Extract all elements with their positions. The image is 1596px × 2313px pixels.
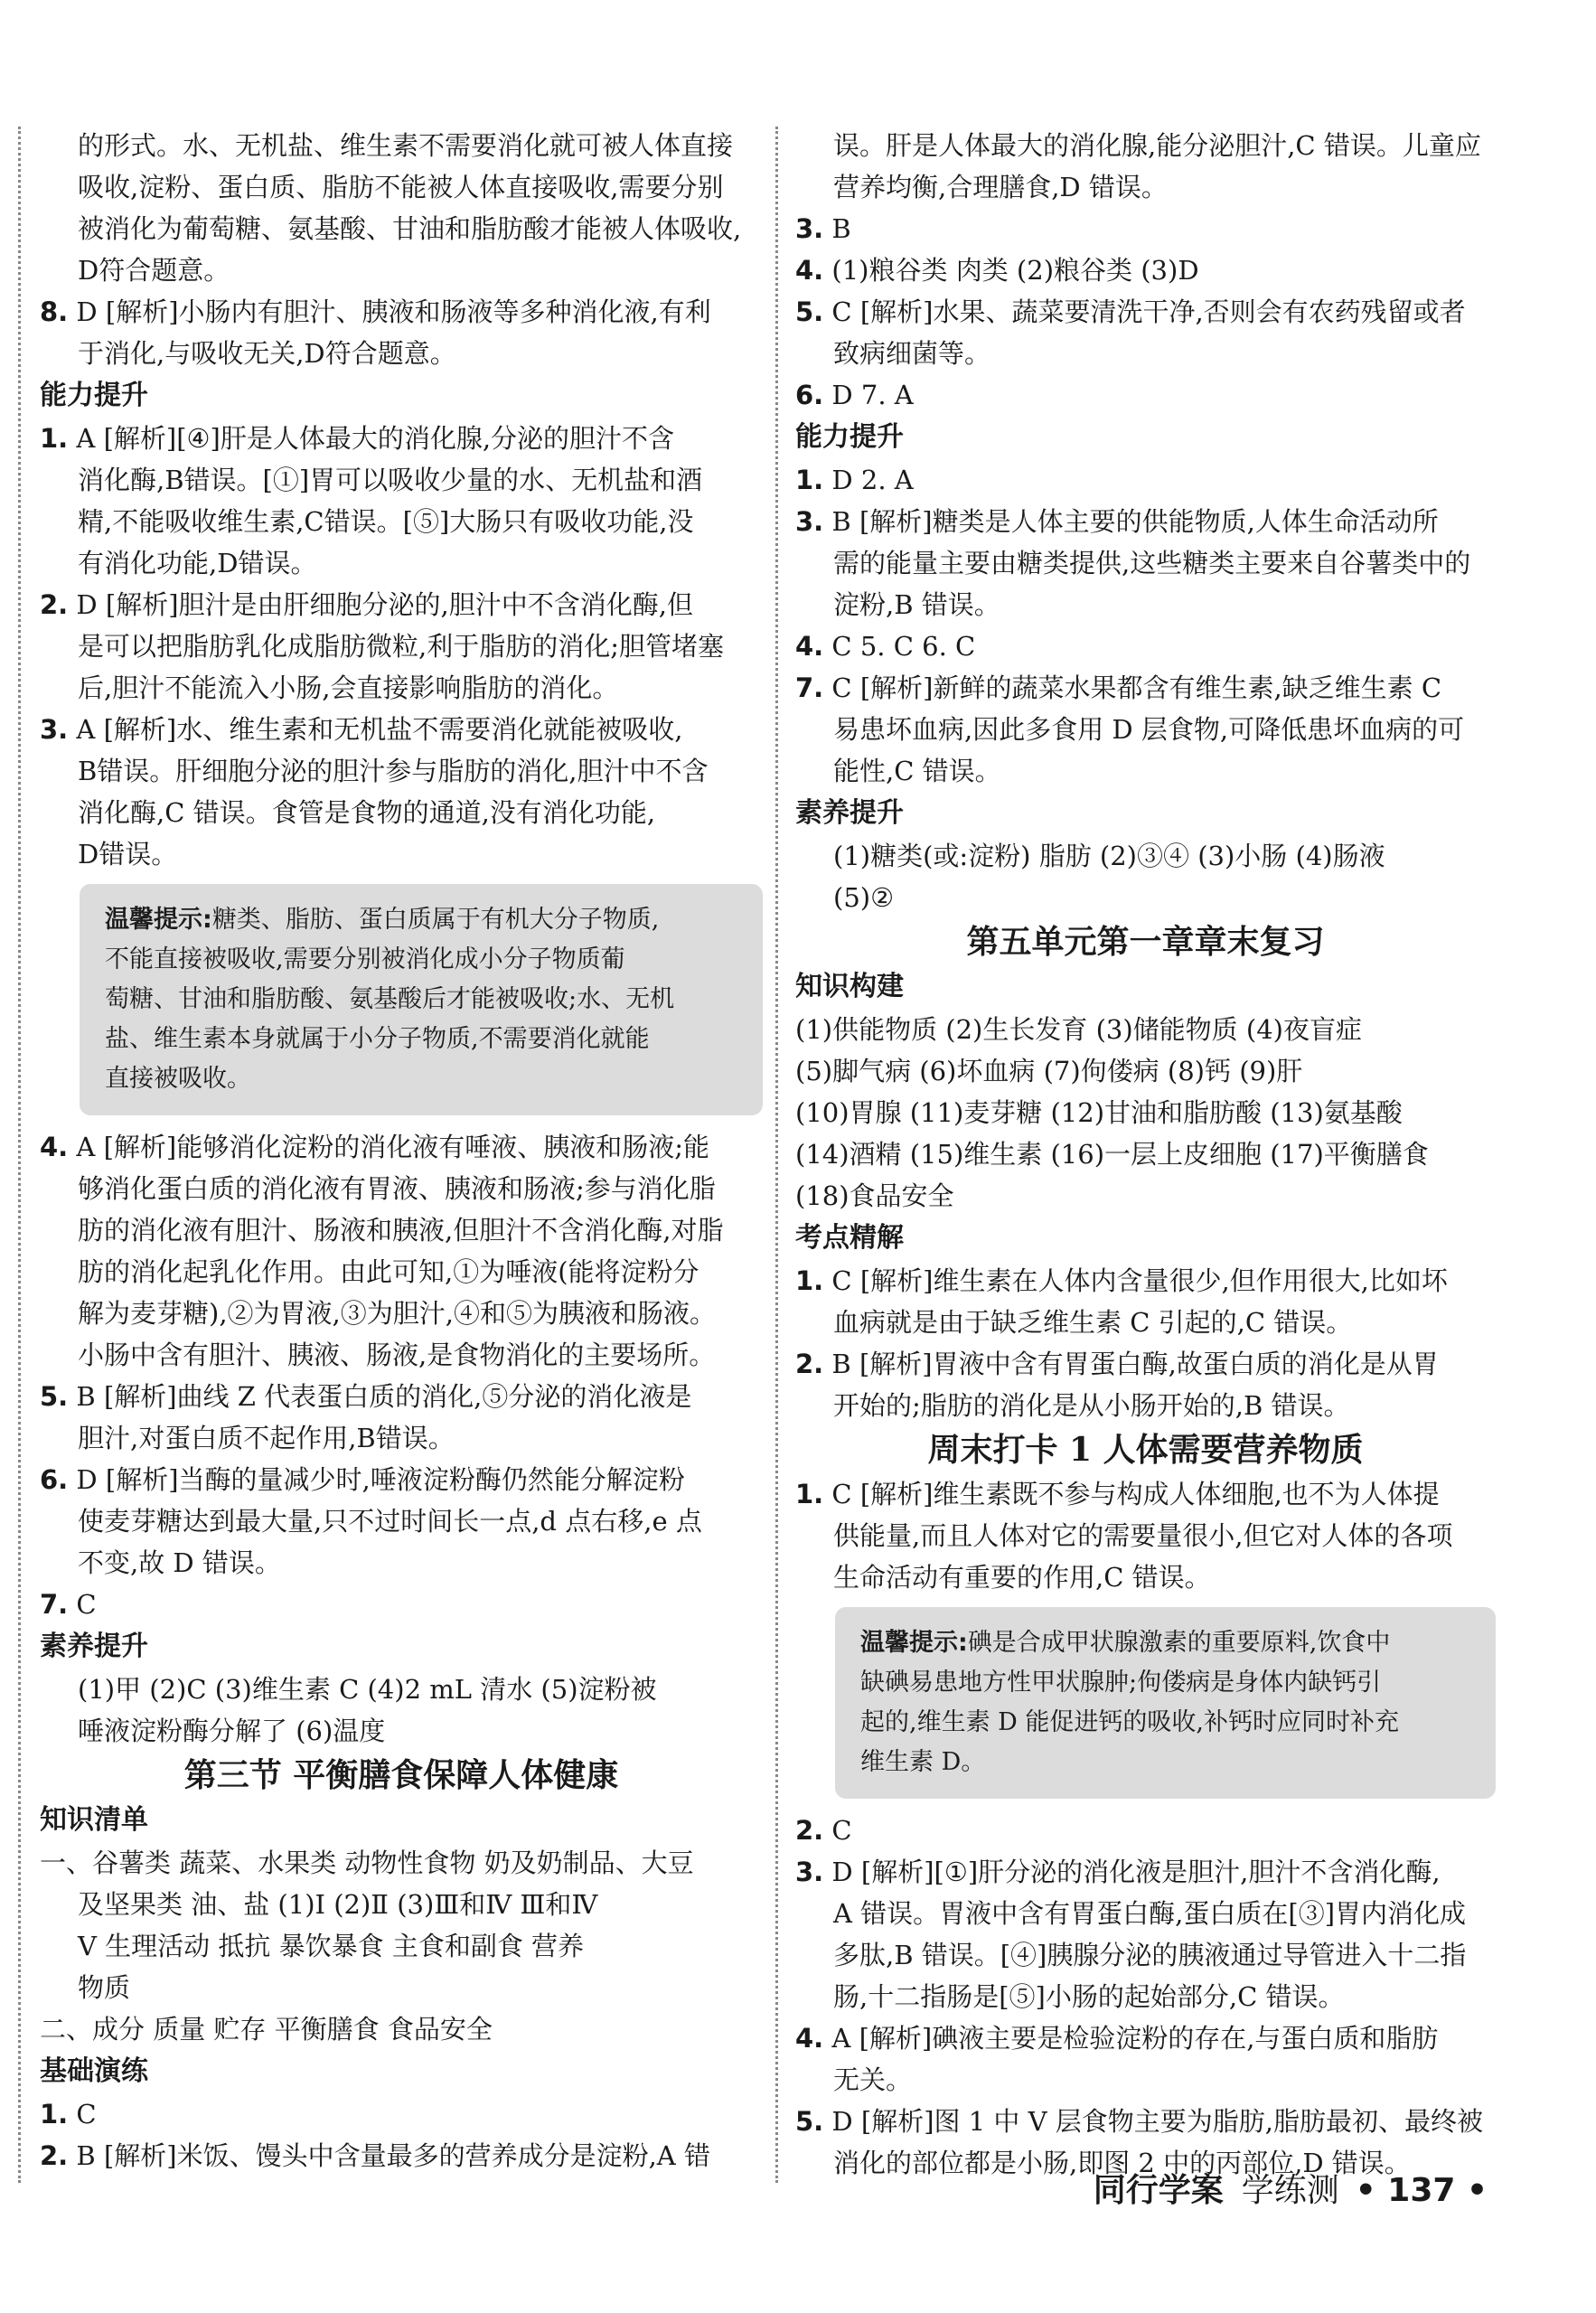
section-heading: 知识清单: [40, 1804, 148, 1836]
text-line: 胆汁,对蛋白质不起作用,B错误。: [78, 1423, 455, 1453]
text-line: 吸收,淀粉、蛋白质、脂肪不能被人体直接吸收,需要分别: [78, 172, 724, 202]
text-line: D符合题意。: [78, 255, 230, 286]
item-number: 8.: [40, 296, 69, 327]
text-line: 消化酶,C 错误。食管是食物的通道,没有消化功能,: [78, 797, 656, 828]
text-line: B: [831, 213, 851, 244]
text-line: (14)酒精 (15)维生素 (16)一层上皮细胞 (17)平衡膳食: [795, 1139, 1429, 1170]
answer-item: [795, 501, 1496, 542]
answer-item: [795, 667, 1496, 709]
text-line: 及坚果类 油、盐 (1)Ⅰ (2)Ⅱ (3)Ⅲ和Ⅳ Ⅲ和Ⅳ: [78, 1889, 598, 1920]
text-line: A [解析]碘液主要是检验淀粉的存在,与蛋白质和脂肪: [831, 2023, 1439, 2054]
answer-item: [795, 2017, 1496, 2059]
item-number: 1.: [795, 465, 824, 495]
text-line: 肪的消化起乳化作用。由此可知,①为唾液(能将淀粉分: [78, 1256, 699, 1287]
section-heading: 考点精解: [795, 1222, 904, 1254]
answer-item: [795, 459, 1496, 501]
answer-item: [795, 291, 1496, 333]
item-number: 7.: [40, 1589, 69, 1620]
item-number: 6.: [40, 1464, 69, 1495]
text-line: A [解析]水、维生素和无机盐不需要消化就能被吸收,: [76, 714, 683, 745]
text-line: 一、谷薯类 蔬菜、水果类 动物性食物 奶及奶制品、大豆: [40, 1848, 694, 1878]
page-footer: [1094, 2165, 1488, 2211]
answer-item: [795, 1343, 1496, 1385]
tip-line: [105, 900, 737, 940]
right-column: [795, 125, 1496, 2184]
tip-box: [835, 1607, 1496, 1799]
item-number: 4.: [795, 2023, 824, 2054]
item-number: 4.: [40, 1132, 69, 1162]
tip-line: 萄糖、甘油和脂肪酸、氨基酸后才能被吸收;水、无机: [105, 985, 675, 1013]
text-line: 精,不能吸收维生素,C错误。[⑤]大肠只有吸收功能,没: [78, 506, 694, 537]
section-heading: 能力提升: [795, 421, 904, 453]
text-line: (1)粮谷类 肉类 (2)粮谷类 (3)D: [831, 255, 1199, 286]
item-number: 2.: [40, 589, 69, 620]
text-line: (1)甲 (2)C (3)维生素 C (4)2 mL 清水 (5)淀粉被: [78, 1674, 657, 1705]
tip-line: [860, 1623, 1470, 1663]
tip-line: 不能直接被吸收,需要分别被消化成小分子物质葡: [105, 945, 625, 973]
text-line: 消化酶,B错误。[①]胃可以吸收少量的水、无机盐和酒: [78, 465, 703, 495]
text-line: C 5. C 6. C: [831, 631, 976, 662]
answer-item: [795, 249, 1496, 291]
text-line: (5)②: [833, 882, 895, 913]
answer-item: [795, 1810, 1496, 1851]
text-line: 淀粉,B 错误。: [833, 589, 1000, 620]
text-line: D 2. A: [831, 465, 914, 495]
answer-item: [40, 2135, 763, 2177]
text-line: C: [76, 1589, 97, 1620]
tip-text: 碘是合成甲状腺激素的重要原料,饮食中: [967, 1629, 1391, 1657]
tip-line: 直接被吸收。: [105, 1065, 251, 1093]
text-line: 解为麦芽糖),②为胃液,③为胆汁,④和⑤为胰液和肠液。: [78, 1298, 716, 1329]
text-line: 肪的消化液有胆汁、肠液和胰液,但胆汁不含消化酶,对脂: [78, 1215, 724, 1246]
tip-label: 温馨提示:: [105, 906, 212, 934]
text-line: 血病就是由于缺乏维生素 C 引起的,C 错误。: [833, 1307, 1353, 1338]
text-line: 被消化为葡萄糖、氨基酸、甘油和脂肪酸才能被人体吸收,: [78, 213, 742, 244]
item-number: 1.: [40, 2099, 69, 2130]
tip-line: 起的,维生素 D 能促进钙的吸收,补钙时应同时补充: [860, 1708, 1399, 1736]
text-line: B [解析]糖类是人体主要的供能物质,人体生命活动所: [831, 506, 1439, 537]
item-number: 5.: [795, 2106, 824, 2137]
text-line: D [解析]当酶的量减少时,唾液淀粉酶仍然能分解淀粉: [76, 1464, 685, 1495]
answer-item: [795, 374, 1496, 416]
text-line: 小肠中含有胆汁、胰液、肠液,是食物消化的主要场所。: [78, 1340, 716, 1370]
text-line: 二、成分 质量 贮存 平衡膳食 食品安全: [40, 2014, 493, 2045]
item-number: 3.: [40, 714, 69, 745]
text-line: 肠,十二指肠是[⑤]小肠的起始部分,C 错误。: [833, 1981, 1345, 2012]
item-number: 1.: [40, 423, 69, 454]
item-number: 2.: [795, 1349, 824, 1379]
text-line: 易患坏血病,因此多食用 D 层食物,可降低患坏血病的可: [833, 714, 1465, 745]
item-number: 5.: [40, 1381, 69, 1412]
text-line: C [解析]水果、蔬菜要清洗干净,否则会有农药残留或者: [831, 296, 1466, 327]
column-divider: [775, 127, 778, 2183]
text-line: (18)食品安全: [795, 1180, 954, 1211]
text-line: 误。肝是人体最大的消化腺,能分泌胆汁,C 错误。儿童应: [833, 130, 1481, 161]
text-line: 供能量,而且人体对它的需要量很小,但它对人体的各项: [833, 1520, 1453, 1551]
text-line: (5)脚气病 (6)坏血病 (7)佝偻病 (8)钙 (9)肝: [795, 1056, 1303, 1086]
text-line: 有消化功能,D错误。: [78, 548, 317, 578]
answer-item: [795, 1260, 1496, 1302]
text-line: 是可以把脂肪乳化成脂肪微粒,利于脂肪的消化;胆管堵塞: [78, 631, 724, 662]
page-number: • 137 •: [1355, 2172, 1488, 2209]
tip-line: 缺碘易患地方性甲状腺肿;佝偻病是身体内缺钙引: [860, 1669, 1382, 1697]
text-line: 不变,故 D 错误。: [78, 1547, 281, 1578]
item-number: 1.: [795, 1479, 824, 1509]
brand-name: 同行学案: [1093, 2172, 1224, 2209]
item-number: 3.: [795, 506, 824, 537]
section-heading: 知识构建: [795, 971, 904, 1002]
answer-item: [795, 208, 1496, 249]
item-number: 4.: [795, 255, 824, 286]
section-title: 第三节 平衡膳食保障人体健康: [183, 1756, 619, 1794]
text-line: D [解析]图 1 中 Ⅴ 层食物主要为脂肪,脂肪最初、最终被: [831, 2106, 1484, 2137]
tip-text: 糖类、脂肪、蛋白质属于有机大分子物质,: [211, 906, 660, 934]
text-line: (10)胃腺 (11)麦芽糖 (12)甘油和脂肪酸 (13)氨基酸: [795, 1097, 1403, 1128]
text-line: 够消化蛋白质的消化液有胃液、胰液和肠液;参与消化脂: [78, 1173, 716, 1204]
text-line: 唾液淀粉酶分解了 (6)温度: [78, 1716, 386, 1746]
item-number: 5.: [795, 296, 824, 327]
item-number: 2.: [40, 2140, 69, 2171]
answer-item: [40, 1459, 763, 1500]
answer-item: [40, 1584, 763, 1625]
item-number: 3.: [795, 213, 824, 244]
text-line: 多肽,B 错误。[④]胰腺分泌的胰液通过导管进入十二指: [833, 1940, 1467, 1970]
text-line: 后,胆汁不能流入小肠,会直接影响脂肪的消化。: [78, 672, 619, 703]
text-line: B错误。肝细胞分泌的胆汁参与脂肪的消化,胆汁中不含: [78, 756, 709, 786]
text-line: A [解析]能够消化淀粉的消化液有唾液、胰液和肠液;能: [76, 1132, 709, 1162]
text-line: D 7. A: [831, 380, 914, 410]
answer-item: [40, 1376, 763, 1417]
text-line: 营养均衡,合理膳食,D 错误。: [833, 172, 1168, 202]
answer-item: [40, 291, 763, 333]
section-heading: 素养提升: [795, 797, 904, 829]
item-number: 6.: [795, 380, 824, 410]
left-margin-rule: [18, 127, 21, 2183]
answer-item: [40, 709, 763, 750]
text-line: 开始的;脂肪的消化是从小肠开始的,B 错误。: [833, 1390, 1350, 1421]
left-column: [40, 125, 763, 2177]
text-line: 于消化,与吸收无关,D符合题意。: [78, 338, 456, 369]
text-line: B [解析]米饭、馒头中含量最多的营养成分是淀粉,A 错: [76, 2140, 710, 2171]
text-line: (1)供能物质 (2)生长发育 (3)储能物质 (4)夜盲症: [795, 1014, 1362, 1045]
answer-item: [40, 1126, 763, 1168]
text-line: 的形式。水、无机盐、维生素不需要消化就可被人体直接: [78, 130, 734, 161]
answer-item: [40, 418, 763, 459]
answer-item: [795, 1473, 1496, 1515]
text-line: 物质: [78, 1972, 131, 2003]
answer-item: [40, 584, 763, 625]
text-line: C: [831, 1815, 852, 1846]
series-name: 学练测: [1241, 2172, 1339, 2209]
answer-item: [795, 2101, 1496, 2142]
section-heading: 基础演练: [40, 2055, 148, 2087]
text-line: C [解析]维生素在人体内含量很少,但作用很大,比如坏: [831, 1265, 1448, 1296]
section-heading: 能力提升: [40, 380, 148, 411]
answer-item: [40, 2093, 763, 2135]
text-line: B [解析]胃液中含有胃蛋白酶,故蛋白质的消化是从胃: [831, 1349, 1439, 1379]
text-line: Ⅴ 生理活动 抵抗 暴饮暴食 主食和副食 营养: [78, 1931, 585, 1961]
section-title: 周末打卡 1 人体需要营养物质: [927, 1431, 1364, 1469]
tip-box: [80, 884, 763, 1115]
tip-line: 维生素 D。: [860, 1748, 986, 1776]
text-line: C [解析]维生素既不参与构成人体细胞,也不为人体提: [831, 1479, 1440, 1509]
section-title: 第五单元第一章章末复习: [966, 923, 1325, 961]
answer-item: [795, 625, 1496, 667]
text-line: D [解析]胆汁是由肝细胞分泌的,胆汁中不含消化酶,但: [76, 589, 693, 620]
text-line: 致病细菌等。: [833, 338, 991, 369]
item-number: 3.: [795, 1857, 824, 1887]
text-line: 需的能量主要由糖类提供,这些糖类主要来自谷薯类中的: [833, 548, 1471, 578]
item-number: 2.: [795, 1815, 824, 1846]
text-line: 能性,C 错误。: [833, 756, 1001, 786]
item-number: 4.: [795, 631, 824, 662]
tip-label: 温馨提示:: [860, 1629, 968, 1657]
answer-item: [795, 1851, 1496, 1893]
text-line: C: [76, 2099, 97, 2130]
text-line: A 错误。胃液中含有胃蛋白酶,蛋白质在[③]胃内消化成: [833, 1898, 1467, 1929]
text-line: 消化的部位都是小肠,即图 2 中的丙部位,D 错误。: [833, 2148, 1411, 2178]
text-line: D [解析][①]肝分泌的消化液是胆汁,胆汁不含消化酶,: [831, 1857, 1441, 1887]
text-line: D错误。: [78, 839, 178, 870]
tip-line: 盐、维生素本身就属于小分子物质,不需要消化就能: [105, 1025, 650, 1053]
text-line: D [解析]小肠内有胆汁、胰液和肠液等多种消化液,有利: [76, 296, 711, 327]
text-line: C [解析]新鲜的蔬菜水果都含有维生素,缺乏维生素 C: [831, 672, 1442, 703]
section-heading: 素养提升: [40, 1631, 148, 1662]
item-number: 1.: [795, 1265, 824, 1296]
item-number: 7.: [795, 672, 824, 703]
text-line: B [解析]曲线 Z 代表蛋白质的消化,⑤分泌的消化液是: [76, 1381, 692, 1412]
text-line: A [解析][④]肝是人体最大的消化腺,分泌的胆汁不含: [76, 423, 675, 454]
text-line: 使麦芽糖达到最大量,只不过时间长一点,d 点右移,e 点: [78, 1506, 702, 1537]
text-line: 生命活动有重要的作用,C 错误。: [833, 1562, 1211, 1593]
text-line: 无关。: [833, 2064, 913, 2095]
text-line: (1)糖类(或:淀粉) 脂肪 (2)③④ (3)小肠 (4)肠液: [833, 841, 1385, 871]
